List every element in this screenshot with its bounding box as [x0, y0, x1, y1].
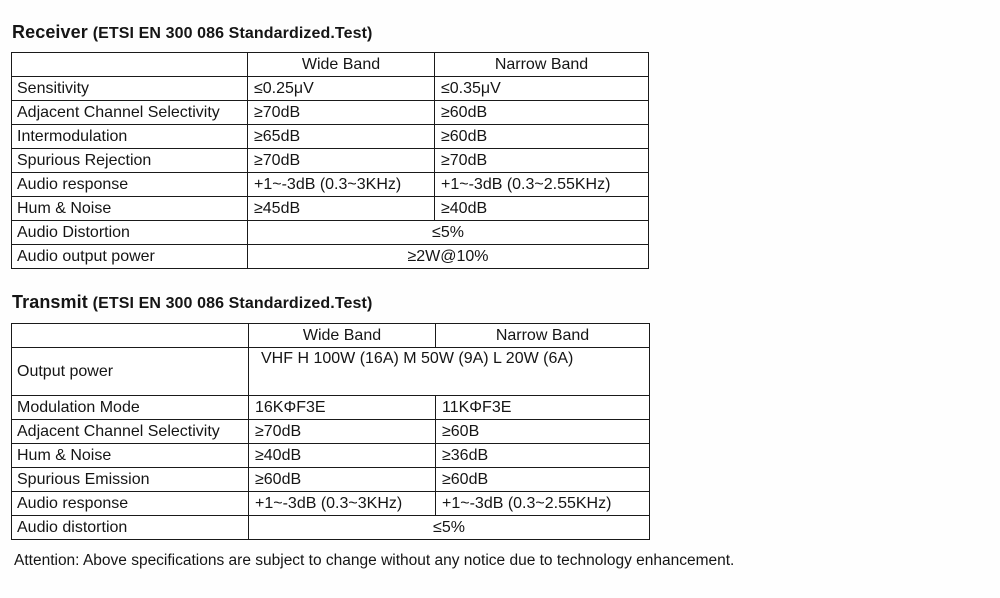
row-label: Adjacent Channel Selectivity [12, 420, 249, 444]
row-label: Output power [12, 348, 249, 396]
wide-band-value: 16KΦF3E [249, 396, 436, 420]
row-label: Spurious Rejection [12, 149, 248, 173]
header-narrow-band: Narrow Band [436, 324, 650, 348]
table-row [12, 221, 649, 245]
header-wide-band: Wide Band [248, 53, 435, 77]
table-row [12, 348, 650, 396]
row-label: Hum & Noise [12, 197, 248, 221]
table-row [12, 516, 650, 540]
receiver-spec-table [11, 52, 649, 269]
transmit-title: Transmit [12, 292, 88, 312]
combined-value: ≥2W@10% [248, 245, 649, 269]
header-narrow-band: Narrow Band [435, 53, 649, 77]
narrow-band-value: ≥70dB [435, 149, 649, 173]
wide-band-value: ≥45dB [248, 197, 435, 221]
row-label: Audio output power [12, 245, 248, 269]
narrow-band-value: ≥60B [436, 420, 650, 444]
row-label: Audio response [12, 492, 249, 516]
receiver-title: Receiver [12, 22, 88, 42]
wide-band-value: ≥70dB [249, 420, 436, 444]
narrow-band-value: 11KΦF3E [436, 396, 650, 420]
narrow-band-value: ≥40dB [435, 197, 649, 221]
wide-band-value: +1~-3dB (0.3~3KHz) [248, 173, 435, 197]
header-cell-empty [12, 324, 249, 348]
row-label: Audio distortion [12, 516, 249, 540]
combined-value: ≤5% [248, 221, 649, 245]
wide-band-value: +1~-3dB (0.3~3KHz) [249, 492, 436, 516]
receiver-heading [12, 22, 372, 43]
transmit-heading [12, 292, 372, 313]
wide-band-value: ≥70dB [248, 149, 435, 173]
row-label: Spurious Emission [12, 468, 249, 492]
table-row [12, 245, 649, 269]
combined-value: VHF H 100W (16A) M 50W (9A) L 20W (6A) [249, 348, 650, 396]
table-row [12, 492, 650, 516]
wide-band-value: ≥65dB [248, 125, 435, 149]
row-label: Audio response [12, 173, 248, 197]
table-row [12, 468, 650, 492]
table-header-row [12, 324, 650, 348]
row-label: Audio Distortion [12, 221, 248, 245]
narrow-band-value: +1~-3dB (0.3~2.55KHz) [435, 173, 649, 197]
narrow-band-value: ≥60dB [435, 125, 649, 149]
table-row [12, 420, 650, 444]
wide-band-value: ≥60dB [249, 468, 436, 492]
table-row [12, 197, 649, 221]
narrow-band-value: ≥60dB [435, 101, 649, 125]
table-row [12, 101, 649, 125]
narrow-band-value: +1~-3dB (0.3~2.55KHz) [436, 492, 650, 516]
transmit-spec-table [11, 323, 650, 540]
table-row [12, 444, 650, 468]
table-row [12, 125, 649, 149]
header-cell-empty [12, 53, 248, 77]
row-label: Modulation Mode [12, 396, 249, 420]
receiver-standard: (ETSI EN 300 086 Standardized.Test) [92, 25, 373, 42]
wide-band-value: ≥40dB [249, 444, 436, 468]
row-label: Hum & Noise [12, 444, 249, 468]
row-label: Adjacent Channel Selectivity [12, 101, 248, 125]
transmit-standard: (ETSI EN 300 086 Standardized.Test) [92, 295, 373, 312]
row-label: Intermodulation [12, 125, 248, 149]
table-row [12, 77, 649, 101]
narrow-band-value: ≥60dB [436, 468, 650, 492]
table-header-row [12, 53, 649, 77]
table-row [12, 173, 649, 197]
attention-note: Attention: Above specifications are subject to change without any notice due to technology enhancement. [14, 552, 735, 569]
narrow-band-value: ≤0.35μV [435, 77, 649, 101]
row-label: Sensitivity [12, 77, 248, 101]
header-wide-band: Wide Band [249, 324, 436, 348]
combined-value: ≤5% [249, 516, 650, 540]
wide-band-value: ≤0.25μV [248, 77, 435, 101]
narrow-band-value: ≥36dB [436, 444, 650, 468]
wide-band-value: ≥70dB [248, 101, 435, 125]
table-row [12, 149, 649, 173]
table-row [12, 396, 650, 420]
